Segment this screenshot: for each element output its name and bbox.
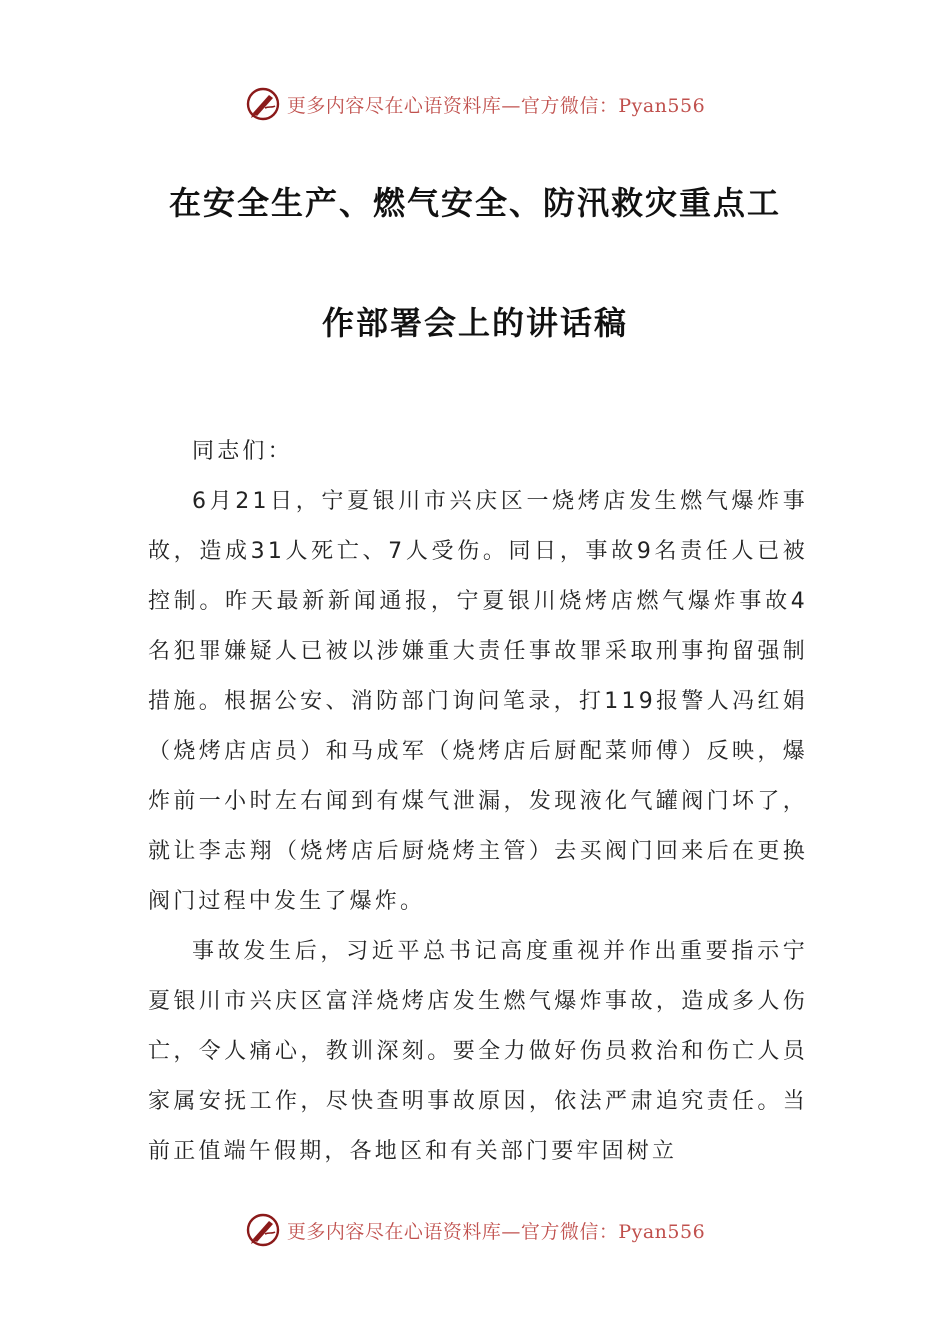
pen-circle-logo-icon [245, 1212, 281, 1248]
header-banner-text: 更多内容尽在心语资料库—官方微信：Pyan556 [286, 94, 706, 117]
document-body [148, 427, 808, 1177]
pen-circle-logo-icon [245, 86, 281, 122]
footer-banner [0, 1210, 950, 1250]
document-title-line-2: 作部署会上的讲话稿 [321, 304, 628, 342]
document-title-line-1: 在安全生产、燃气安全、防汛救灾重点工 [168, 184, 781, 222]
body-paragraph-2: 事故发生后，习近平总书记高度重视并作出重要指示宁夏银川市兴庆区富洋烧烤店发生燃气爆炸事故，造成多人伤亡，令人痛心，教训深刻。要全力做好伤员救治和伤亡人员家属安抚工作，尽快查明事故原因，依法严肃追究责任。当前正值端午假期，各地区和有关部门要牢固树立 [148, 939, 808, 1164]
body-paragraph-1: 6月21日，宁夏银川市兴庆区一烧烤店发生燃气爆炸事故，造成31人死亡、7人受伤。同日，事故9名责任人已被控制。昨天最新新闻通报，宁夏银川烧烤店燃气爆炸事故4名犯罪嫌疑人已被以涉嫌重大责任事故罪采取刑事拘留强制措施。根据公安、消防部门询问笔录，打119报警人冯红娟（烧烤店店员）和马成军（烧烤店后厨配菜师傅）反映，爆炸前一小时左右闻到有煤气泄漏，发现液化气罐阀门坏了，就让李志翔（烧烤店后厨烧烤主管）去买阀门回来后在更换阀门过程中发生了爆炸。 [148, 489, 808, 914]
footer-banner-text: 更多内容尽在心语资料库—官方微信：Pyan556 [286, 1220, 706, 1243]
salutation: 同志们： [192, 439, 293, 464]
header-banner [0, 84, 950, 124]
